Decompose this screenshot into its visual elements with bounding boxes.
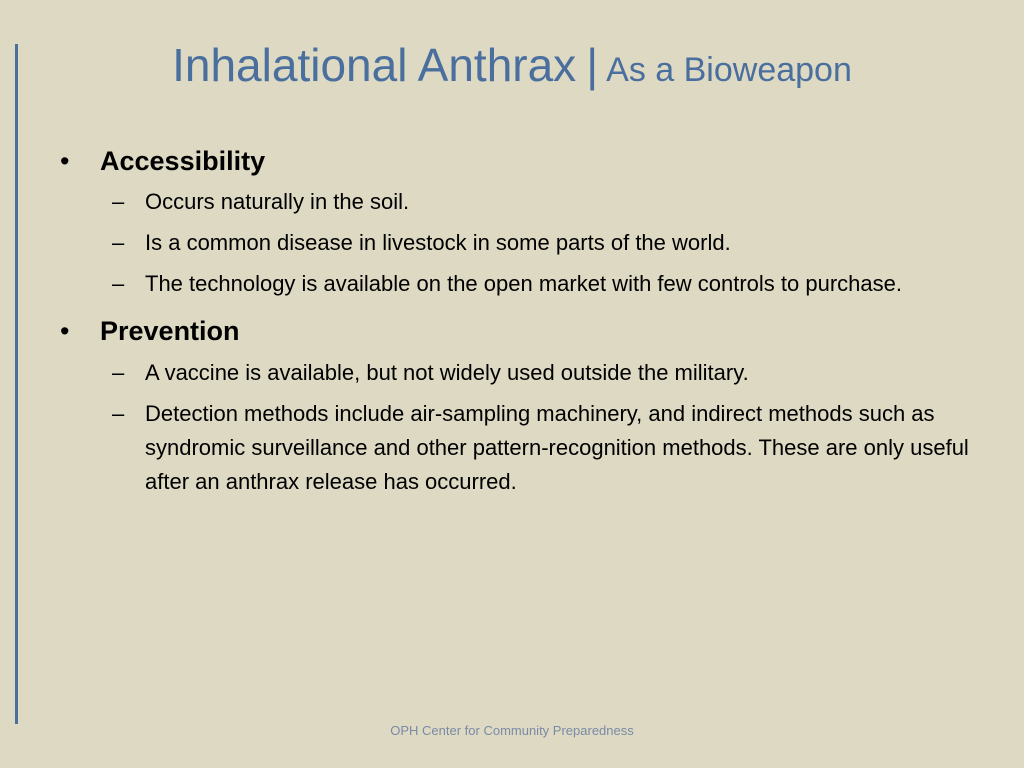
section-heading-prevention <box>60 315 990 347</box>
list-item <box>60 356 990 390</box>
section-heading-label: Accessibility <box>100 146 266 176</box>
bullet-icon: • <box>60 146 70 176</box>
dash-icon: – <box>112 189 125 215</box>
list-item <box>60 267 990 301</box>
slide-title <box>0 40 1024 91</box>
title-main: Inhalational Anthrax <box>172 39 577 91</box>
bullet-icon: • <box>60 316 70 347</box>
dash-icon: – <box>112 230 125 256</box>
title-subtitle: As a Bioweapon <box>606 51 852 89</box>
section-heading-label: Prevention <box>100 316 240 347</box>
list-item-text: Is a common disease in livestock in some parts of the world. <box>145 230 731 256</box>
list-item <box>60 226 990 260</box>
dash-icon: – <box>112 400 125 426</box>
list-item <box>60 397 990 499</box>
section-heading-accessibility <box>60 145 990 177</box>
list-item <box>60 185 990 219</box>
slide-content <box>60 145 990 513</box>
list-item-text: A vaccine is available, but not widely used outside the military. <box>145 359 749 385</box>
footer-text: OPH Center for Community Preparedness <box>390 723 634 738</box>
list-item-text: The technology is available on the open market with few controls to purchase. <box>145 271 902 297</box>
title-separator: | <box>586 39 599 91</box>
list-item-text: Occurs naturally in the soil. <box>145 189 410 215</box>
accessibility-list <box>60 185 990 301</box>
list-item-text: Detection methods include air-sampling machinery, and indirect methods such as syndromic surveillance and other pattern-recognition methods. These are only useful after an anthrax release has occurred. <box>145 400 969 494</box>
accent-bar <box>15 44 18 724</box>
dash-icon: – <box>112 271 125 297</box>
prevention-list <box>60 356 990 499</box>
dash-icon: – <box>112 359 125 385</box>
